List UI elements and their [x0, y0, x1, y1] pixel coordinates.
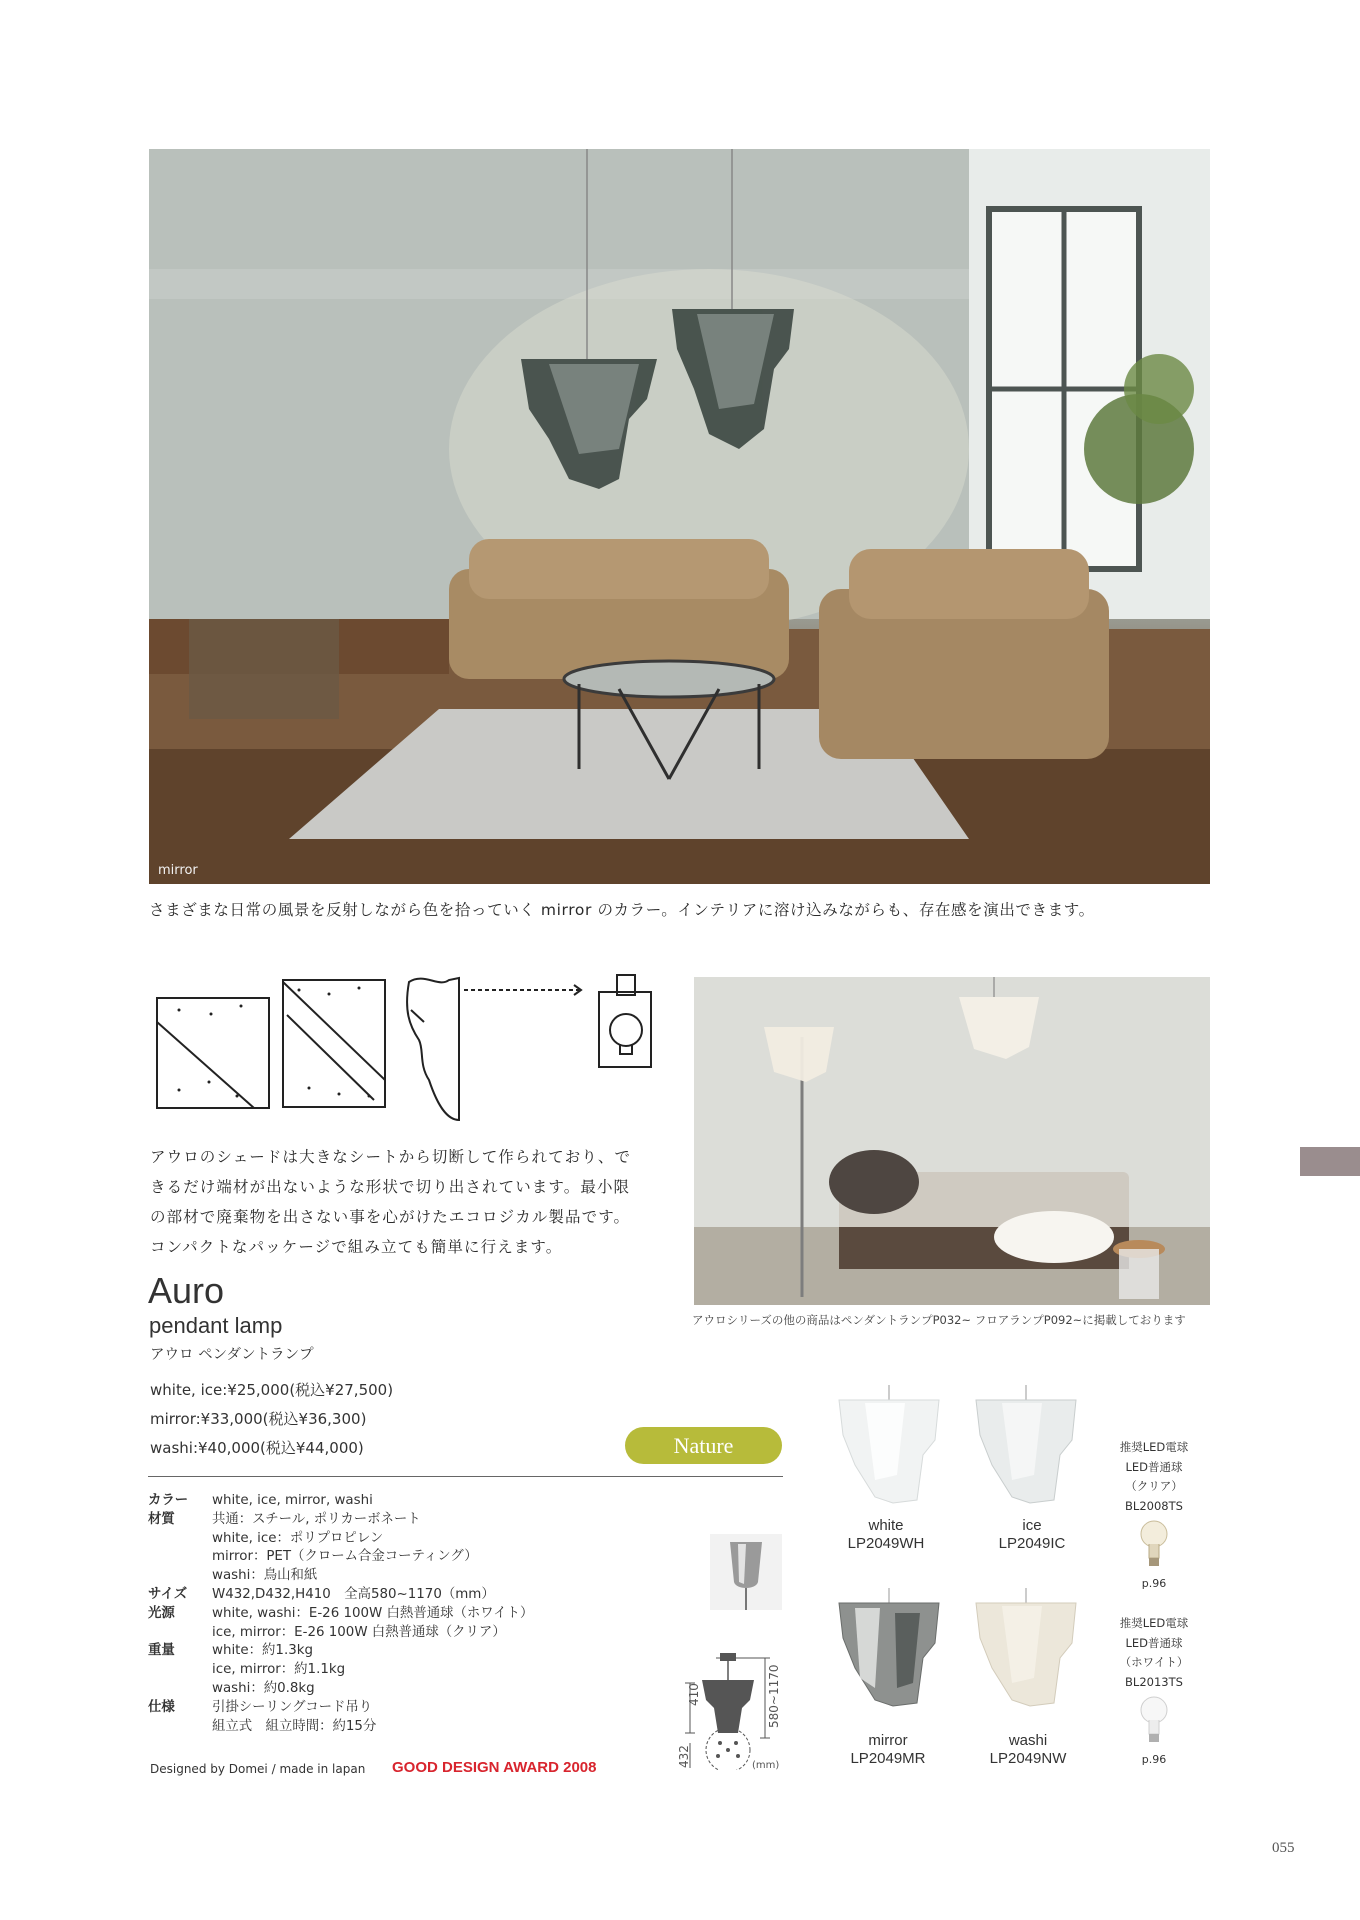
- description-line: の部材で廃棄物を出さない事を心がけたエコロジカル製品です。: [150, 1208, 631, 1226]
- bulb-line: LED普通球: [1125, 1459, 1183, 1474]
- spec-row-light-source: [148, 1605, 533, 1643]
- spec-row-size: [148, 1586, 533, 1605]
- variant-code: LP2049WH: [847, 1535, 925, 1552]
- white-shade-image: [835, 1385, 943, 1505]
- spec-value: ice, mirror：約1.1kg: [212, 1662, 346, 1678]
- price-mirror: mirror:¥33,000(税込¥36,300): [150, 1410, 367, 1428]
- spec-label: 光源: [148, 1605, 175, 1621]
- spec-label: 仕様: [148, 1699, 175, 1715]
- ice-shade-image: [972, 1385, 1080, 1505]
- dimension-total-height: 580~1170: [767, 1664, 781, 1728]
- page-number: 055: [1272, 1840, 1295, 1856]
- dimension-shade-height: 410: [687, 1683, 701, 1706]
- recommended-bulb-white: [1099, 1614, 1209, 1692]
- product-name-ja: アウロ ペンダントランプ: [150, 1347, 314, 1363]
- variant-mirror: [818, 1732, 958, 1768]
- living-room-photo: [694, 977, 1210, 1305]
- price-white-ice: white, ice:¥25,000(税込¥27,500): [150, 1381, 394, 1399]
- mirror-shade-image: [835, 1588, 943, 1708]
- spec-table: [148, 1492, 533, 1736]
- variant-code: LP2049IC: [998, 1535, 1066, 1552]
- section-tab: [1300, 1147, 1360, 1176]
- photo-caption: アウロシリーズの他の商品はペンダントランプP032~ フロアランプP092~に掲載しております: [692, 1313, 1186, 1327]
- dimension-diagram: [670, 1528, 790, 1770]
- designer-credit: Designed by Domei / made in lapan: [150, 1762, 366, 1776]
- divider: [148, 1476, 783, 1477]
- hero-photo: [149, 149, 1210, 884]
- spec-value: mirror：PET（クローム合金コーティング）: [212, 1549, 478, 1565]
- variant-code: LP2049MR: [850, 1750, 926, 1767]
- product-name: Auro: [148, 1270, 225, 1311]
- bulb-line: （クリア）: [1125, 1479, 1183, 1493]
- spec-label: 重量: [148, 1643, 175, 1659]
- white-bulb-icon: [1139, 1694, 1169, 1744]
- variant-white: [816, 1517, 956, 1553]
- spec-value: washi：鳥山和紙: [212, 1568, 318, 1584]
- spec-value: white, washi：E-26 100W 白熱普通球（ホワイト）: [212, 1605, 534, 1621]
- spec-value: white, ice, mirror, washi: [212, 1493, 373, 1508]
- spec-row-weight: [148, 1642, 533, 1698]
- bulb-page-ref: p.96: [1141, 1577, 1167, 1590]
- bulb-line: 推奨LED電球: [1119, 1440, 1189, 1454]
- dimension-width: 432: [677, 1745, 691, 1768]
- price-washi: washi:¥40,000(税込¥44,000): [150, 1439, 364, 1457]
- clear-bulb-icon: [1139, 1518, 1169, 1568]
- shade-cutting-sketch: [149, 970, 659, 1140]
- hero-photo-tag: mirror: [158, 863, 198, 878]
- recommended-bulb-clear: [1099, 1438, 1209, 1516]
- variant-ice: [962, 1517, 1102, 1553]
- spec-row-material: [148, 1511, 533, 1586]
- spec-label: 材質: [148, 1511, 175, 1527]
- variant-code: LP2049NW: [989, 1750, 1067, 1767]
- nature-badge: Nature: [625, 1427, 782, 1464]
- washi-shade-image: [972, 1588, 1080, 1708]
- product-type: pendant lamp: [149, 1313, 283, 1338]
- spec-value: white, ice：ポリプロピレン: [212, 1530, 384, 1546]
- spec-row-spec: [148, 1699, 533, 1737]
- hero-caption: さまざまな日常の風景を反射しながら色を拾っていく mirror のカラー。インテリアに溶け込みながらも、存在感を演出できます。: [149, 901, 1095, 919]
- bulb-line: （ホワイト）: [1119, 1655, 1189, 1669]
- spec-value: W432,D432,H410 全高580~1170（mm）: [212, 1586, 495, 1602]
- dimension-unit: (mm): [752, 1760, 780, 1770]
- spec-value: 引掛シーリングコード吊り: [212, 1699, 373, 1715]
- spec-value: white：約1.3kg: [212, 1643, 313, 1659]
- bulb-page-ref: p.96: [1141, 1753, 1167, 1766]
- spec-value: 共通：スチール, ポリカーボネート: [212, 1511, 421, 1527]
- variant-color: white: [868, 1517, 904, 1534]
- description-line: アウロのシェードは大きなシートから切断して作られており、で: [150, 1148, 632, 1166]
- variant-color: washi: [1008, 1732, 1048, 1749]
- spec-label: カラー: [148, 1493, 189, 1508]
- bulb-line: 推奨LED電球: [1119, 1616, 1189, 1630]
- spec-label: サイズ: [148, 1586, 188, 1602]
- description-line: きるだけ端材が出ないような形状で切り出されています。最小限: [150, 1178, 631, 1196]
- description-line: コンパクトなパッケージで組み立ても簡単に行えます。: [150, 1238, 563, 1256]
- variant-washi: [958, 1732, 1098, 1768]
- spec-value: ice, mirror：E-26 100W 白熱普通球（クリア）: [212, 1624, 506, 1640]
- bulb-line: BL2013TS: [1125, 1674, 1183, 1689]
- spec-row-color: [148, 1492, 533, 1511]
- bulb-line: BL2008TS: [1125, 1498, 1183, 1513]
- variant-color: mirror: [868, 1732, 908, 1749]
- bulb-line: LED普通球: [1125, 1635, 1183, 1650]
- variant-color: ice: [1022, 1517, 1042, 1534]
- spec-value: 組立式 組立時間：約15分: [212, 1718, 377, 1734]
- spec-value: washi：約0.8kg: [212, 1680, 315, 1696]
- award-label: GOOD DESIGN AWARD 2008: [392, 1759, 597, 1776]
